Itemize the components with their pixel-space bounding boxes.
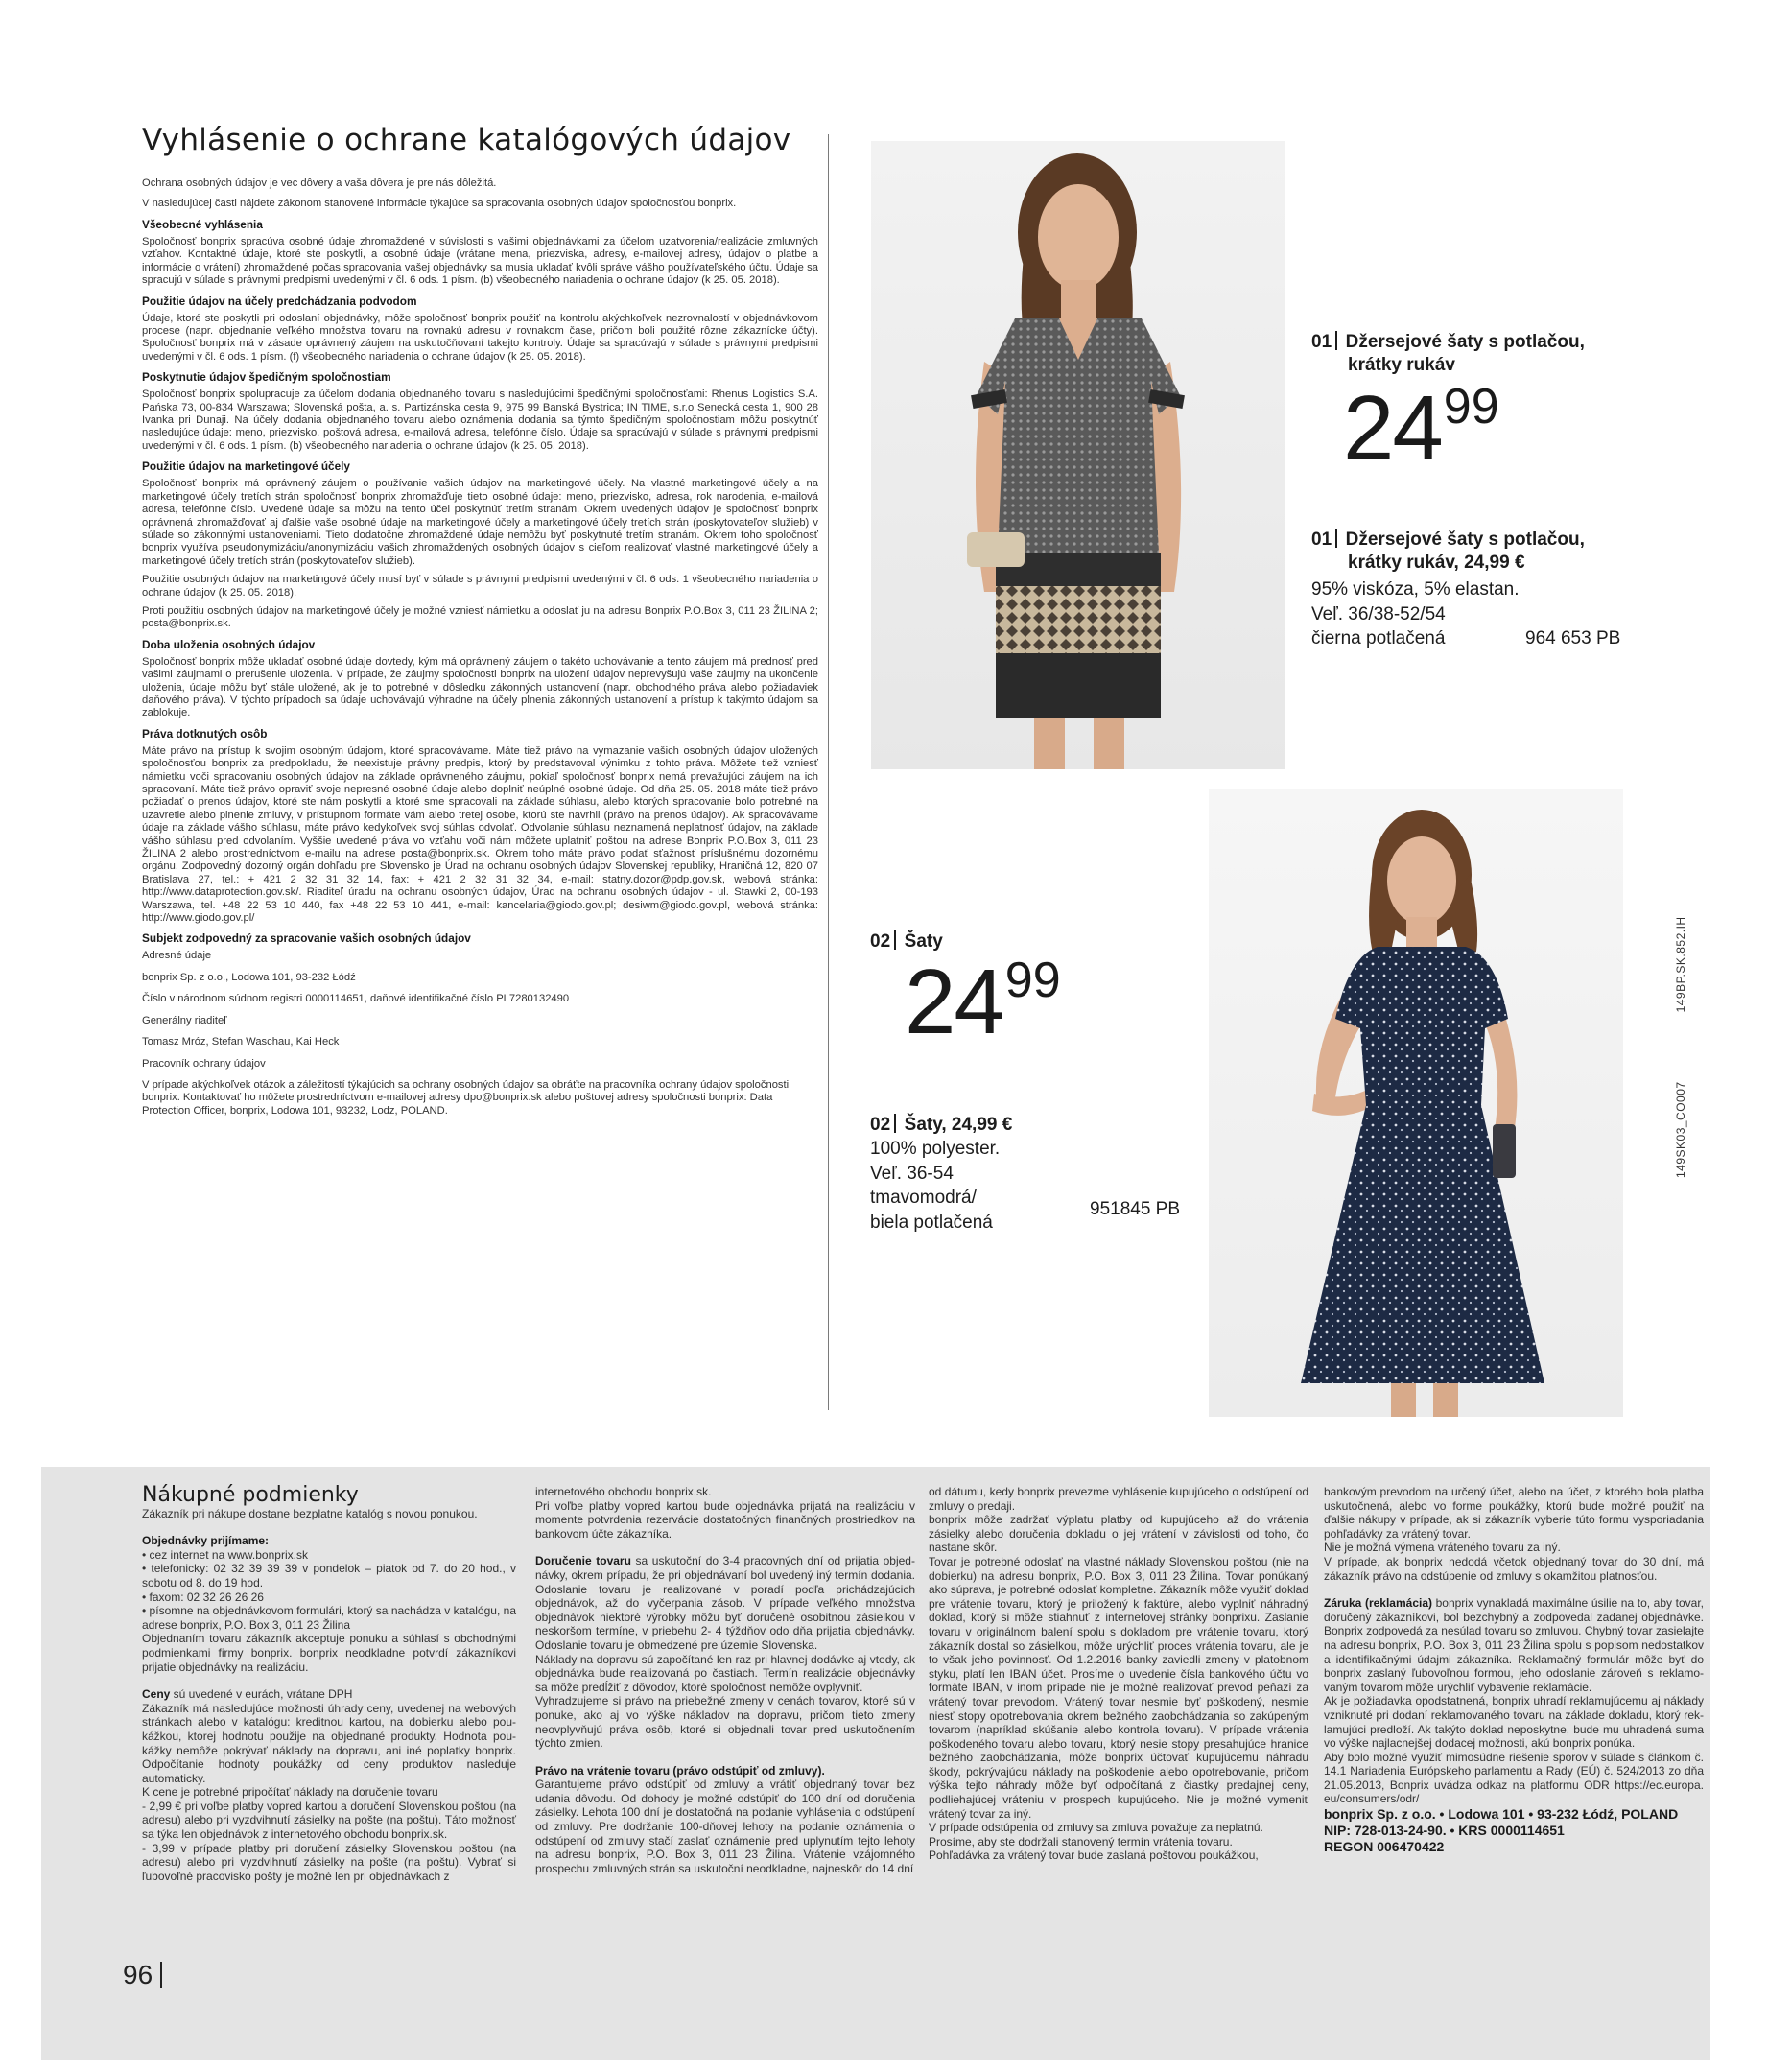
privacy-section-paragraph: Spoločnosť bonprix spracúva osobné údaje zhromaždené v súvislosti s vašimi objednávkami za účelom uzatvorenia/realizácie zmluvných vzťahov. Kontaktné údaje, ktoré ste poskytli, a osobné údaje (vrátane mena, priezviska, adresy, e-mailovej adresy, údajov o platbe a informácie o vrátení) zhromaždené počas spracovania vašej objednávky sa musia ukladať kvôli správe vášho používateľského účtu. Údaje sa spracujú v súlade s právnymi predpismi uvedenými v čl. 6 ods. 1 písm. (b) všeobecného nariadenia o ochrane údajov (k 25. 05. 2018). xyxy=(142,236,818,287)
product-1-details xyxy=(1311,577,1520,651)
prices-heading: Ceny xyxy=(142,1687,171,1702)
privacy-section xyxy=(142,369,818,453)
product-1-title-line1: Džersejové šaty s potlačou, xyxy=(1345,332,1585,352)
product-1-color: čierna potlačená xyxy=(1311,628,1446,648)
product-1-code: 964 653 PB xyxy=(1525,628,1621,648)
spacer xyxy=(142,1674,516,1687)
privacy-title: Vyhlásenie o ochrane katalógových údajov xyxy=(142,123,791,157)
delivery-text-2: Náklady na dopravu sú započítané len raz pri hlavnej dodávke aj vtedy, ak objednávka bude realizovaná po častiach. Termín realizácie objednávky sa môže predĺžiť z dôvodov, ktoré spoločnosť nemôže ovplyvniť. xyxy=(535,1652,915,1694)
product-1-number: 01 xyxy=(1311,332,1332,352)
col3-paragraph-3: Tovar je potrebné odoslať na vlastné náklady Slovenskou poštou (nie na dobierku) na adresu bonprix, P.O. Box 3, 011 23 Žilina. Tovar ponúkaný ako súprava, je potrebné odoslať kompletne. Zákazník môže využiť doklad pre vrátenie tovaru, ktorý je priložený k faktúre, alebo vyplniť náhradný doklad, ktorý si môže stiahnuť z internetovej stránky bonprixu. Zaslanie tovaru v originálnom balení spolu s dokladom pre vrátenie tovaru, ktorý zákazník dostal so zásielkou, môže urýchliť proces vrátenia tovaru, ale je to však jeho povinnosť. Od 1.2.2016 banky zaviedli zmeny v platobnom styku, platí len IBAN účet. Prosíme o uvedenie čísla bankového účtu vo formáte IBAN, v inom prípade nie je možné realizovať prevod peňazí za vrátený tovar prevodom. Vrátený tovar nesmie byť poškodený, nesmie niesť stopy opotrebovania okrem bežného zaobchádzania so zakúpeným tovarom (napríklad skúšanie alebo kontrola tovaru). V prípade vrátenia poškodeného tovaru alebo tovaru, ktorý nesie stopy presahujúce hranice bežného zaobchádzania, môže bonprix účtovať kupujúcemu náhradu škody, pokrývajúcu náklady na poškodenie alebo opotrebovanie, pričom výška tejto náhrady môže byť odpočítaná z čiastky predajnej ceny, podliehajúcej vráteniu v prospech kupujúceho. Nie je možné vymeniť vrátený tovar za iný. xyxy=(929,1554,1308,1821)
product-1-detail-number: 01 xyxy=(1311,530,1332,550)
terms-column-3 xyxy=(929,1485,1308,1863)
return-text: Garantujeme právo odstúpiť od zmluvy a vrátiť objednaný tovar bez udania dôvodu. Od dohody je možné odstúpiť do 100 dní od doručenia zásielky. Lehota 100 dní je dostatočná na podanie vyhlásenia o odstúpení od zmluvy. Pre dodržanie 100-dňovej lehoty na podanie oznámenia o odstúpení od zmluvy stačí zaslať oznámenie pred uplynutím tejto lehoty na adresu bonprix, P.O. Box 3, 011 23 Žilina. Vrátenie vzájomného prospechu zmluvných strán sa uskutoční neodkladne, najneskôr do 14 dní xyxy=(535,1778,915,1875)
product-2-color-line1: tmavomodrá/ xyxy=(870,1188,977,1208)
spacer xyxy=(535,1751,915,1764)
col3-paragraph-5: Prosíme, aby ste dodržali stanovený termín vrátenia tovaru. xyxy=(929,1834,1233,1848)
privacy-section-heading: Všeobecné vyhlásenia xyxy=(142,218,263,231)
product-2-price-integer: 24 xyxy=(905,951,1003,1053)
product-2-details xyxy=(870,1137,1000,1235)
number-separator xyxy=(1335,331,1337,350)
privacy-intro-2: V nasledujúcej časti nájdete zákonom stanovené informácie týkajúce sa spracovania osobných údajov spoločnosťou bonprix. xyxy=(142,198,737,209)
product-2-price-decimal: 99 xyxy=(1004,953,1061,1008)
privacy-section-paragraph: Spoločnosť bonprix spolupracuje za účelom dodania objednaného tovaru s nasledujúcimi špedičnými spoločnosťami: Rhenus Logistics S.A. Pańska 73, 00-834 Warszawa; Slovenská pošta, a. s. Partizánska cesta 9, 975 99 Banská Bystrica; IN TIME, s.r.o Senecká cesta 1, 900 28 Ivanka pri Dunaji. Na účely dodania objednaného tovaru alebo oznámenia dodania sa týmto špedičným spoločnostiam môžu poskytnúť nasledujúce údaje: meno, priezvisko, poštová adresa, e-mailová adresa, telefónne číslo. Údaje sa spracúvajú v súlade s právnymi predpismi uvedenými v čl. 6 ods. 1 písm. (b) všeobecného nariadenia o ochrane údajov (k 25. 05. 2018). xyxy=(142,388,818,452)
product-1-sizes: Veľ. 36/38-52/54 xyxy=(1311,603,1446,624)
privacy-sections xyxy=(142,217,818,1118)
product-2-material: 100% polyester. xyxy=(870,1139,1001,1159)
privacy-section xyxy=(142,459,818,630)
warranty-text: bonprix vynakladá maximálne úsilie na to, aby tovar, doručený zákazníkovi, bol bezchybný a zodpovedal zadanej objednávke. Bonprix zodpovedá za nesúlad tovaru so zmluvou. Chybný tovar zasielajte na adresu bonprix, P.O. Box 3, 011 23 Žilina spolu s popisom nedostatkov a identifikačnými údajmi zákazníka. Reklamačný formulár môže byť do bonprix zaslaný ľubovoľnou formou, jeho odoslanie zároveň s reklamo-vaným tovarom môže urýchliť vybavenie reklamácie. xyxy=(1324,1596,1704,1694)
privacy-section-paragraph: Spoločnosť bonprix má oprávnený záujem o používanie vašich údajov na marketingové účely. Na vlastné marketingové účely a na marketingové účely tretích strán spoločnosť bonprix zhromažďuje tieto osobné údaje: meno, priezvisko, adresa, rok narodenia, e-mailová adresa, telefónne číslo. Uvedené údaje sa môžu na tento účel poskytnúť tretím stranám. Okrem uvedených údajov je spoločnosť bonprix oprávnená zhromažďovať aj ďalšie vaše osobné údaje na marketingové účely a marketingové účely tretích strán (poskytovateľov služieb) v súlade so zákonnými ustanoveniami. Tieto dodatočne zhromaždené údaje nemôžu byť poskytnuté tretím stranám. Okrem toho spoločnosť bonprix využíva pseudonymizáciu/anonymizáciu vašich zhromaždených osobných údajov s cieľom realizovať vlastné marketingové účely a marketingové účely tretích strán (poskytovateľov služieb). xyxy=(142,478,818,567)
privacy-section xyxy=(142,217,818,288)
product-1-material: 95% viskóza, 5% elastan. xyxy=(1311,579,1520,600)
privacy-section-heading: Doba uloženia osobných údajov xyxy=(142,637,316,651)
number-separator xyxy=(1335,529,1337,548)
product-2-detail-title xyxy=(870,1114,1012,1137)
col4-paragraph-6: Aby bolo možné využiť mimosúdne riešenie sporov v súlade s článkom č. 14.1 Nariadenia Európskeho parlamentu a Rady (EÚ) č. 524/2013 zo dňa 21.05.2013, Bonprix uvádza odkaz na platformu ODR https://ec.europa. eu/consumers/odr/ xyxy=(1324,1750,1704,1806)
privacy-section-paragraph: Tomasz Mróz, Stefan Waschau, Kai Heck xyxy=(142,1036,340,1048)
product-photo-navy-dress xyxy=(1209,789,1623,1417)
number-separator xyxy=(894,930,896,950)
privacy-section-paragraph: V prípade akýchkoľvek otázok a záležitostí týkajúcich sa ochrany osobných údajov sa obráťte na pracovníka ochrany údajov spoločnosti bonprix. Kontaktovať ho môžete prostredníctvom e-mailovej adresy dpo@bonprix.sk alebo poštovej adresy spoločnosti bonprix: Data Protection Officer, bonprix, Lodowa 101, 93232, Lodz, POLAND. xyxy=(142,1078,790,1117)
spacer xyxy=(142,1520,516,1534)
product-1-detail-title-line1: Džersejové šaty s potlačou, xyxy=(1345,530,1585,550)
privacy-section-heading: Práva dotknutých osôb xyxy=(142,726,268,741)
page-number-bar xyxy=(160,1962,162,1988)
privacy-section-paragraph: Číslo v národnom súdnom registri 0000114651, daňové identifikačné číslo PL7280132490 xyxy=(142,993,570,1005)
privacy-section xyxy=(142,294,818,365)
product-2-sizes: Veľ. 36-54 xyxy=(870,1163,954,1184)
product-2-price xyxy=(905,951,1061,1053)
privacy-section-heading: Použitie údajov na účely predchádzania podvodom xyxy=(142,294,417,308)
privacy-section-paragraph: Pracovník ochrany údajov xyxy=(142,1057,266,1070)
product-1-detail-title-line2: krátky rukáv, 24,99 € xyxy=(1348,553,1525,573)
prices-heading-rest: sú uvedené v eurách, vrátane DPH xyxy=(170,1687,353,1702)
privacy-intro-1: Ochrana osobných údajov je vec dôvery a vaša dôvera je pre nás dôležitá. xyxy=(142,177,497,189)
privacy-section-heading: Použitie údajov na marketingové účely xyxy=(142,459,350,474)
orders-item-web: • cez internet na www.bonprix.sk xyxy=(142,1547,308,1562)
privacy-section-paragraph: Použitie osobných údajov na marketingové účely musí byť v súlade s právnymi predpismi uvedenými v čl. 6 ods. 1 všeobecného nariadenia o ochrane údajov (k 25. 05. 2018). xyxy=(142,574,818,599)
product-1-price xyxy=(1343,377,1499,480)
product-1-price-decimal: 99 xyxy=(1443,379,1499,435)
col3-paragraph-1: od dátumu, kedy bonprix prevezme vyhlásenie kupujúceho o odstúpení od zmluvy o predaji. xyxy=(929,1485,1308,1513)
page-number-value: 96 xyxy=(123,1960,153,1990)
col4-paragraph-1: bankovým prevodom na určený účet, alebo na účet, z ktorého bola platba uskutočnená, alebo vo forme poukážky, ktorú bude možné použiť na ďalšie nákupy v prípade, ak si zákazník vyberie túto formu vysporiadania pohľadávky za vrátený tovar. xyxy=(1324,1485,1704,1541)
privacy-section-paragraph: Spoločnosť bonprix môže ukladať osobné údaje dovtedy, kým má oprávnený záujem o takéto uchovávanie a tento záujem má prednosť pred vašimi záujmami o prerušenie uloženia. V prípade, že záujmy spoločnosti bonprix na uložení údajov neprevyšujú vaše záujmy na ukončenie uloženia, údaje môžu byť stále uložené, ak je to potrebné v dôsledku zákonných ustanovení (napr. obchodného práva alebo požiadaviek daňového práva). V týchto prípadoch sa údaje uchovávajú výhradne na účely plnenia zákonných ustanovení a prístup k takýmto údajom sa zablokuje. xyxy=(142,655,818,719)
prices-delivery: K cene je potrebné pripočítať náklady na doručenie tovaru xyxy=(142,1785,438,1800)
privacy-section-paragraph: Proti použitiu osobných údajov na marketingové účely je možné vzniesť námietku a odoslať ju na adresu Bonprix P.O.Box 3, 011 23 ŽILINA 2; posta@bonprix.sk. xyxy=(142,604,818,630)
delivery-heading: Doručenie tovaru xyxy=(535,1554,631,1568)
orders-item-phone: • telefonicky: 02 32 39 39 39 v pondelok – piatok od 7. do 20 hod., v sobotu od 8. do 19 hod. xyxy=(142,1562,516,1589)
prices-delivery-option-2: - 3,99 v prípade platby pri doručení zásielky Slovenskou poštou (na adresu) alebo pri vyzdvihnutí zásielky na pošte (na poštu). Vybrať si ľubovoľné pracovisko pošty je možné len pri objednávkach z xyxy=(142,1841,516,1883)
privacy-section xyxy=(142,930,818,1118)
privacy-section xyxy=(142,637,818,720)
col4-paragraph-3: V prípade, ak bonprix nedodá včetok objednaný tovar do 30 dní, má zákazník právo na odstúpenie od zmluvy s okamžitou platnosťou. xyxy=(1324,1554,1704,1583)
number-separator xyxy=(894,1114,896,1133)
delivery-text: sa uskutoční do 3-4 pracovných dní od prijatia objed-návky, okrem prípadu, že pri objednávaní bol uvedený iný termín dodania. Odoslanie tovaru je realizované v poradí podľa prichádzajúcich objednávok, až do vyčerpania zásob. V prípade veľkého množstva objednávok niektoré výrobky môžu byť doručené osobitnou zásielkou v neskoršom termíne, v priebehu 2- 4 týždňov odo dňa prijatia objednávky. Odoslanie tovaru je obmedzené pre územie Slovenska. xyxy=(535,1554,915,1652)
product-1-detail-title xyxy=(1311,529,1585,575)
product-1-title-line2: krátky rukáv xyxy=(1348,355,1455,375)
product-1-price-integer: 24 xyxy=(1343,377,1442,480)
product-2-number: 02 xyxy=(870,931,891,952)
terms-column-2 xyxy=(535,1485,915,1875)
spacer xyxy=(1324,1583,1704,1596)
privacy-section-heading: Poskytnutie údajov špedičným spoločnostiam xyxy=(142,370,391,385)
orders-note: Objednaním tovaru zákazník akceptuje ponuku a súhlasí s obchodnými podmienkami firmy bonprix. bonprix neodkladne potvrdí zákazníkovi prijatie objednávky na realizáciu. xyxy=(142,1632,516,1674)
terms-column-1 xyxy=(142,1483,516,1883)
orders-item-fax: • faxom: 02 32 26 26 26 xyxy=(142,1589,264,1604)
return-heading: Právo na vrátenie tovaru (právo odstúpiť od zmluvy). xyxy=(535,1763,825,1778)
privacy-section-paragraph: Adresné údaje xyxy=(142,950,212,962)
prices-delivery-option-1: - 2,99 € pri voľbe platby vopred kartou a doručení Slovenskou poštou (na adresu) alebo pri vyzdvihnutí zásielky na pošte (na poštu). Táto možnosť sa týka len objednávok z internetového obchodu bonprix.sk. xyxy=(142,1799,516,1842)
company-footer-line1: bonprix Sp. z o.o. • Lodowa 101 • 93-232 Łódź, POLAND xyxy=(1324,1806,1679,1823)
privacy-section-paragraph: bonprix Sp. z o.o., Lodowa 101, 93-232 Łódź xyxy=(142,971,356,983)
col3-paragraph-2: bonprix môže zadržať výplatu platby od kupujúceho až do vrátenia zásielky alebo doručenia dokladu o jej vrátení v závislosti od toho, čo nastane skôr. xyxy=(929,1513,1308,1555)
product-photo-grey-dress xyxy=(871,141,1285,769)
col3-paragraph-6: Pohľadávka za vrátený tovar bude zaslaná poštovou poukážkou, xyxy=(929,1848,1259,1863)
orders-heading: Objednávky prijímame: xyxy=(142,1534,270,1548)
catalogue-code-1: 149SK03_CO007 xyxy=(1674,1081,1687,1178)
column-divider xyxy=(828,134,829,1410)
catalogue-code-vertical xyxy=(1674,847,1687,1178)
product-2-title-line1: Šaty xyxy=(904,931,943,952)
catalogue-code-2: 149BP.SK.852.IH xyxy=(1674,916,1687,1013)
warranty-heading: Záruka (reklamácia) xyxy=(1324,1596,1432,1611)
orders-item-mail: • písomne na objednávkovom formulári, ktorý sa nachádza v katalógu, na adrese bonprix, P.O. Box 3, 011 23 Žilina xyxy=(142,1604,516,1632)
delivery-text-3: Vyhradzujeme si právo na priebežné zmeny v cenách tovarov, ktoré sú v ponuke, ako aj vo výške nákladov na dopravu, pričom tieto zmeny neovplyvňujú práva osôb, ktoré si objednali tovar pred uskutočnením týchto zmien. xyxy=(535,1694,915,1751)
col2-paragraph-2: Pri voľbe platby vopred kartou bude objednávka prijatá na realizáciu v momente potvrdenia rezervácie dostatočných finančných prostriedkov na bankovom účte zákazníka. xyxy=(535,1498,915,1541)
terms-title: Nákupné podmienky xyxy=(142,1483,359,1507)
col2-paragraph-1: internetového obchodu bonprix.sk. xyxy=(535,1485,712,1498)
col4-paragraph-5: Ak je požiadavka opodstatnená, bonprix uhradí reklamujúcemu aj náklady vzniknuté pri dodaní reklamovaného tovaru na základe dokladu, ktorý rek-lamujúci predloží. Ak takýto doklad neposkytne, bude mu uhradená suma vo výške najlacnejšej dodacej možnosti, akú bonprix ponúka. xyxy=(1324,1694,1704,1751)
prices-text: Zákazník má nasledujúce možnosti úhrady ceny, uvedenej na webových stránkach alebo v katalógu: kreditnou kartou, na dobierku alebo pou-kážkou, ktorej hodnotu použije na objednané produkty. Hodnota pou-kážky nemôže pokrývať náklady na dopravu, ani iné poplatky bonprix. Odpočítanie hodnoty poukážky od ceny produktov nasleduje automaticky. xyxy=(142,1701,516,1785)
product-2-code: 951845 PB xyxy=(1090,1199,1181,1219)
terms-subtitle: Zákazník pri nákupe dostane bezplatne katalóg s novou ponukou. xyxy=(142,1506,478,1520)
product-2-detail-title-line1: Šaty, 24,99 € xyxy=(904,1115,1013,1135)
product-2-detail-number: 02 xyxy=(870,1115,891,1135)
product-2-color-line2: biela potlačená xyxy=(870,1212,993,1233)
terms-column-4 xyxy=(1324,1485,1704,1855)
col4-paragraph-2: Nie je možná výmena vráteného tovaru za iný. xyxy=(1324,1541,1561,1555)
privacy-section-paragraph: Máte právo na prístup k svojim osobným údajom, ktoré spracovávame. Máte tiež právo na vymazanie vašich osobných údajov uložených spoločnosťou bonprix za predpokladu, že neexistuje právny predpis, ktorý by predstavoval výnimku z tohto práva. Môžete tiež vzniesť námietku voči spracovaniu osobných údajov na základe oprávneného záujmu, pokiaľ spoločnosť bonprix nemá prevažujúci záujem na ich spracovaní. Máte tiež právo opraviť svoje nepresné osobné údaje alebo doplniť neúplné osobné údaje. Od dňa 25. 05. 2018 máte tiež právo požiadať o prenos údajov, ktoré ste nám poskytli a ktoré sme spracovali na základe súhlasu, alebo ktorých spracovanie bolo potrebné na uzavretie alebo plnenie zmluvy, v prístupnom formáte vám alebo tretej osobe, ktorú ste navrhli (právo na prenos údajov). Ak spracovávame údaje na základe vášho súhlasu, máte právo kedykoľvek svoj súhlas odvolať. Odvolanie súhlasu neznamená neplatnosť údajov, na základe vášho súhlasu pred odvolaním. Vyššie uvedené práva vo vzťahu voči nám môžete uplatniť poštou na adrese Bonprix P.O.Box 3, 011 23 ŽILINA 2 alebo prostredníctvom e-mailu na adrese posta@bonprix.sk. Okrem toho máte právo podať sťažnosť príslušnému dozornému orgánu. Zodpovedný dozorný orgán dohľadu pre Slovensko je Úrad na ochranu osobných údajov Slovenskej republiky, Hraničná 12, 820 07 Bratislava 27, tel.: + 421 2 32 31 32 14, fax: + 421 2 32 31 32 34, e-mail: statny.dozor@pdp.gov.sk, webová stránka: http://www.dataprotection.gov.sk/. Riaditeľ úradu na ochranu osobných údajov, Úrad na ochranu osobných údajov - ul. Stawki 2, 00-193 Warszawa, tel. +48 22 53 10 440, fax +48 22 53 10 441, e-mail: kancelaria@giodo.gov.pl; desiwm@giodo.gov.pl, webová stránka: http://www.giodo.gov.pl/ xyxy=(142,744,818,925)
privacy-section-heading: Subjekt zodpovedný za spracovanie vašich osobných údajov xyxy=(142,931,471,946)
company-footer-line3: REGON 006470422 xyxy=(1324,1839,1445,1855)
page-number xyxy=(123,1960,162,1990)
privacy-section-paragraph: Údaje, ktoré ste poskytli pri odoslaní objednávky, môže spoločnosť bonprix použiť na kontrolu akýchkoľvek nezrovnalostí v objednávkovom procese (napr. objednanie veľkého množstva tovaru na rovnakú adresu v rovnakom čase, pričom boli použité rôzne zákaznícke účty). Spoločnosť bonprix má v zásade oprávnený záujem na uskutočňovaní takejto kontroly. Údaje sa spracúvajú v súlade s právnymi predpismi uvedenými v čl. 6 ods. 1 písm. (f) všeobecného nariadenia o ochrane údajov (k 25. 05. 2018). xyxy=(142,312,818,363)
spacer xyxy=(535,1541,915,1554)
privacy-section xyxy=(142,726,818,926)
company-footer-line2: NIP: 728-013-24-90. • KRS 0000114651 xyxy=(1324,1823,1565,1839)
product-1-title xyxy=(1311,331,1585,377)
col3-paragraph-4: V prípade odstúpenia od zmluvy sa zmluva považuje za neplatnú. xyxy=(929,1821,1263,1835)
privacy-section-paragraph: Generálny riaditeľ xyxy=(142,1014,227,1026)
privacy-statement xyxy=(142,123,818,1126)
